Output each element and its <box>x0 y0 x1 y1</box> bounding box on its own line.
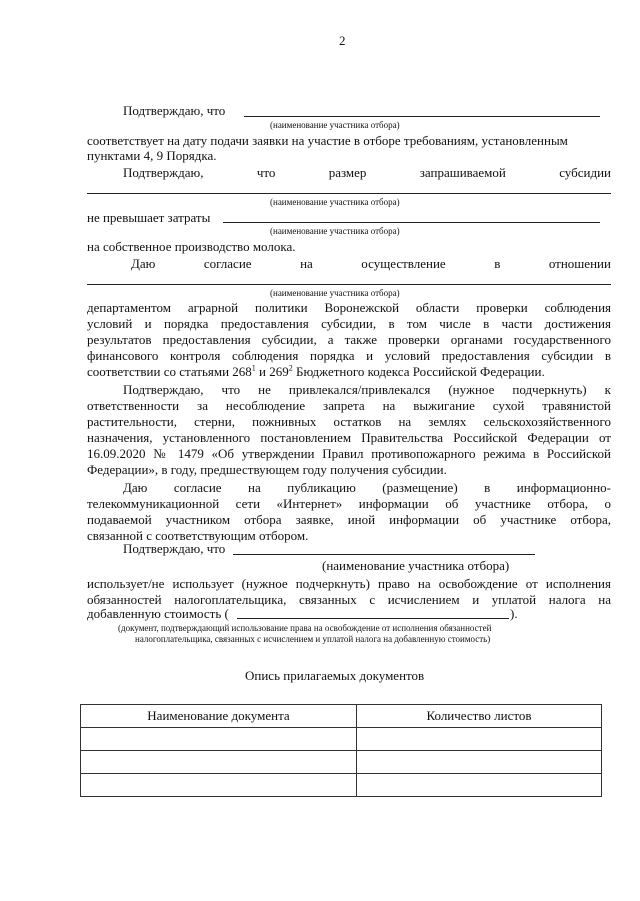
p3-word: на <box>300 256 313 271</box>
page-number: 2 <box>339 33 346 48</box>
p6-lead: Подтверждаю, что <box>123 541 226 556</box>
p3-word: Даю <box>131 256 156 271</box>
p3-last-b: и 269 <box>255 364 289 379</box>
p3-line: результатов предоставления субсидии, а также проверки органами государственного <box>87 332 611 347</box>
table-header-row <box>81 705 602 728</box>
p1-caption: (наименование участника отбора) <box>270 120 400 130</box>
p1-lead: Подтверждаю, что <box>123 103 226 118</box>
p6-fill-line-2[interactable] <box>237 618 509 619</box>
table-cell[interactable] <box>357 751 602 774</box>
p2-word: запрашиваемой <box>419 165 506 180</box>
p2-first-line <box>123 165 611 180</box>
p3-last-a: соответствии со статьями 268 <box>87 364 252 379</box>
p6-line: обязанностей налогоплательщика, связанных с исчислением и уплатой налога на <box>87 592 611 607</box>
table-cell[interactable] <box>81 774 357 797</box>
p1-line2: соответствует на дату подачи заявки на участие в отборе требованиям, установленным <box>87 133 568 148</box>
p1-fill-line[interactable] <box>244 116 600 117</box>
p2-lead2: не превышает затраты <box>87 210 211 225</box>
inventory-title: Опись прилагаемых документов <box>245 668 425 683</box>
p3-word: отношении <box>548 256 611 271</box>
p6-last-b: ). <box>510 606 518 621</box>
p3-last-line <box>87 364 545 379</box>
header-sheet-count: Количество листов <box>357 705 602 728</box>
p2-caption-1: (наименование участника отбора) <box>270 197 400 207</box>
p2-fill-line-1[interactable] <box>87 193 611 194</box>
p3-last-c: Бюджетного кодекса Российской Федерации. <box>292 364 545 379</box>
p3-sup2: 2 <box>288 363 293 373</box>
p6-fill-line[interactable] <box>233 554 535 555</box>
table-row <box>81 751 602 774</box>
p3-line: условий и порядка предоставления субсидии, в том числе в части достижения <box>87 316 611 331</box>
p4-line: Подтверждаю, что не привлекался/привлекался (нужное подчеркнуть) к <box>123 382 611 397</box>
p6-caption2-line1: (документ, подтверждающий использование права на освобождение от исполнения обязанностей <box>118 623 492 633</box>
p5-last-line: связанной с соответствующим отбором. <box>87 528 309 543</box>
p3-first-line <box>131 256 611 271</box>
p5-line: телекоммуникационной сети «Интернет» информации об участнике отбора, о <box>87 496 611 511</box>
p4-line: назначения, установленного постановлением Правительства Российской Федерации от <box>87 430 611 445</box>
p3-fill-line[interactable] <box>87 284 611 285</box>
p3-word: согласие <box>203 256 252 271</box>
p3-word: в <box>494 256 501 271</box>
p2-word: Подтверждаю, <box>123 165 204 180</box>
p3-line: департаментом аграрной политики Воронежской области проверки соблюдения <box>87 300 611 315</box>
p3-line: финансового контроля соблюдения порядка и условий предоставления субсидии в <box>87 348 611 363</box>
table-cell[interactable] <box>81 751 357 774</box>
p4-line: ответственности за несоблюдение запрета на выжигание сухой травянистой <box>87 398 611 413</box>
p2-line-end: на собственное производство молока. <box>87 239 296 254</box>
p6-line: использует/не использует (нужное подчеркнуть) право на освобождение от исполнения <box>87 576 611 591</box>
p5-line: Даю согласие на публикацию (размещение) в информационно- <box>123 480 611 495</box>
p2-word: что <box>256 165 276 180</box>
p2-word: размер <box>328 165 367 180</box>
inventory-table <box>80 704 602 797</box>
p6-caption: (наименование участника отбора) <box>322 558 510 573</box>
table-row <box>81 728 602 751</box>
table-cell[interactable] <box>357 774 602 797</box>
header-document-name: Наименование документа <box>81 705 357 728</box>
p4-line: растительности, стерни, пожнивных остатков на землях сельскохозяйственного <box>87 414 611 429</box>
p4-line: 16.09.2020 № 1479 «Об утверждении Правил противопожарного режима в Российской <box>87 446 611 461</box>
table-cell[interactable] <box>81 728 357 751</box>
p6-caption2-line2: налогоплательщика, связанных с исчислением и уплатой налога на добавленную стоимость) <box>135 634 491 644</box>
p2-fill-line-2[interactable] <box>223 222 600 223</box>
p3-sup1: 1 <box>251 363 256 373</box>
table-cell[interactable] <box>357 728 602 751</box>
p3-word: осуществление <box>361 256 446 271</box>
p2-caption-2: (наименование участника отбора) <box>270 226 400 236</box>
p3-caption: (наименование участника отбора) <box>270 288 400 298</box>
p2-word: субсидии <box>559 165 611 180</box>
p1-line3: пунктами 4, 9 Порядка. <box>87 148 217 163</box>
p5-line: подаваемой участником отбора заявке, иной информации об участнике отбора, <box>87 512 611 527</box>
p6-last-a: добавленную стоимость ( <box>87 606 229 621</box>
p4-last-line: Федерации», в году, предшествующем году получения субсидии. <box>87 462 447 477</box>
table-row <box>81 774 602 797</box>
